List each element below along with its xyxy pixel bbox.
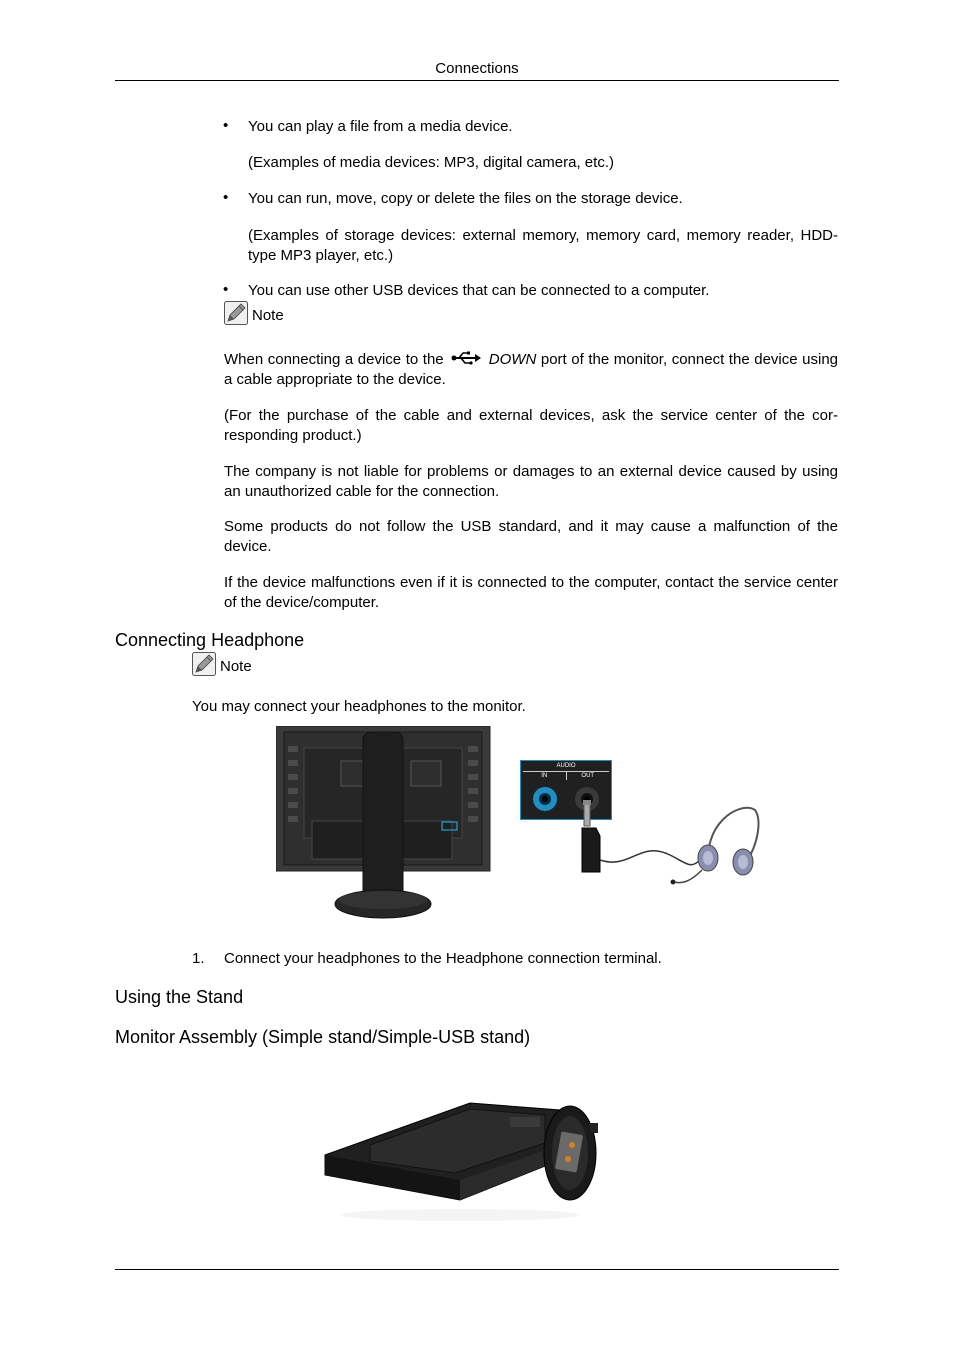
note-pencil-icon <box>224 301 248 325</box>
bullet-dot: • <box>223 189 229 206</box>
note-header <box>224 301 284 325</box>
note-paragraph: The company is not liable for problems or damages to an external device caused by using an unauthorized cable for the connection. <box>224 463 838 500</box>
bullet-text: You can use other USB devices that can be connected to a computer. <box>248 282 710 299</box>
step-number: 1. <box>192 950 205 967</box>
headphone-note-text: You may connect your headphones to the monitor. <box>192 698 526 715</box>
header-rule <box>115 80 839 81</box>
monitor-back-illustration <box>276 726 491 920</box>
subsection-heading-assembly: Monitor Assembly (Simple stand/Simple-USB stand) <box>115 1027 531 1047</box>
bullet-dot: • <box>223 117 229 134</box>
note-pencil-icon <box>192 652 216 676</box>
bullet-text: You can run, move, copy or delete the files on the storage device. <box>248 190 683 207</box>
audio-panel-label-row <box>523 771 609 780</box>
note-paragraph <box>224 350 838 389</box>
audio-in-label: IN <box>523 772 567 780</box>
bullet-dot: • <box>223 281 229 298</box>
usb-icon <box>451 351 481 365</box>
monitor-assembly-illustration <box>320 1095 605 1230</box>
note-text-before: When connecting a device to the <box>224 351 444 368</box>
bullet-text: You can play a file from a media device. <box>248 118 513 135</box>
headphone-illustration <box>570 800 765 892</box>
audio-out-label: OUT <box>581 773 595 779</box>
note-label: Note <box>220 658 252 675</box>
bullet-sub-text: (Examples of media devices: MP3, digital camera, etc.) <box>248 154 614 171</box>
note-paragraph: Some products do not follow the USB standard, and it may cause a malfunction of the device. <box>224 518 838 555</box>
audio-panel-title: AUDIO <box>556 763 576 769</box>
note-header <box>192 652 252 676</box>
section-heading-stand: Using the Stand <box>115 987 244 1007</box>
bullet-sub-text: (Examples of storage devices: external memory, memory card, memory reader, HDD-type MP3 player, etc.) <box>248 227 838 264</box>
page-header-title: Connections <box>435 60 519 77</box>
step-text: Connect your headphones to the Headphone connection terminal. <box>224 950 662 967</box>
section-heading-headphone: Connecting Headphone <box>115 630 305 650</box>
note-text-after: port of the monitor, connect the device using a cable appropriate to the device. <box>224 351 839 388</box>
footer-rule <box>115 1269 839 1270</box>
note-paragraph: (For the purchase of the cable and external devices, ask the service center of the cor- responding product.) <box>224 407 838 444</box>
note-label: Note <box>252 307 284 324</box>
note-paragraph: If the device malfunctions even if it is connected to the computer, contact the service center of the device/computer. <box>224 574 838 611</box>
usb-port-name: DOWN <box>488 351 537 368</box>
